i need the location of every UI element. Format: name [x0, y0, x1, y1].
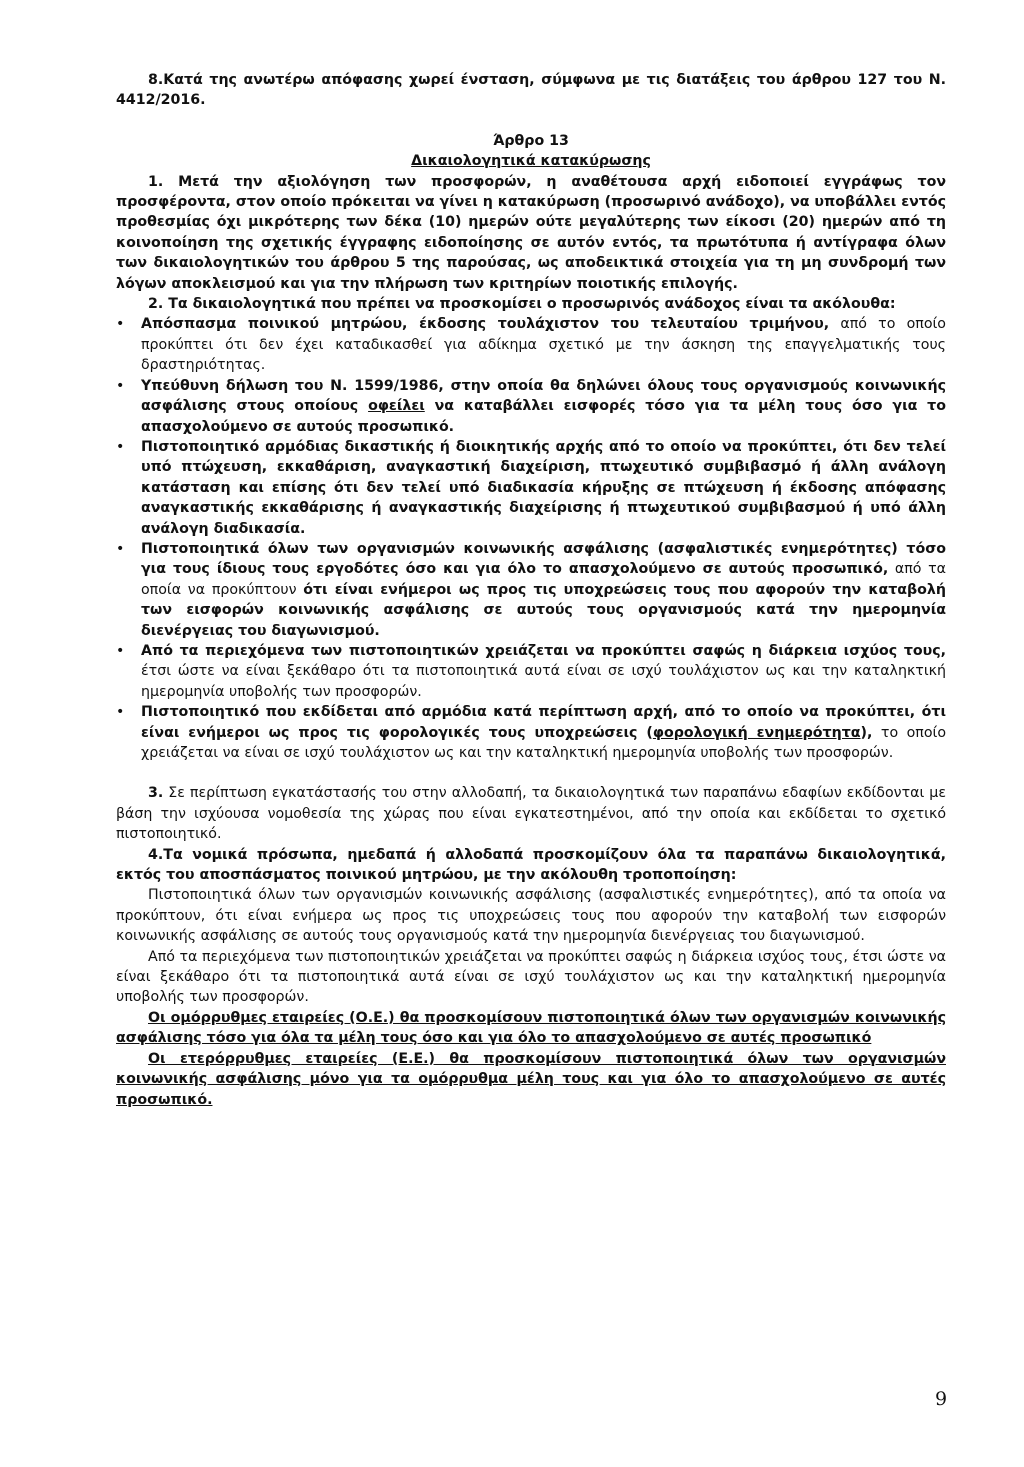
list-item: • Πιστοποιητικό που εκδίδεται από αρμόδια κατά περίπτωση αρχή, από το οποίο να προκύπτει, ότι είναι ενήμεροι ως προς τις φορολογικές τους υποχρεώσεις (φορολογική ενημερότητα), το οποίο χρειάζεται να είναι σε ισχύ τουλάχιστον ως και την καταληκτική ημερομηνία υποβολής των προσφορών.	[116, 704, 947, 761]
paragraph-4-text-1: Πιστοποιητικά όλων των οργανισμών κοινωνικής ασφάλισης (ασφαλιστικές ενημερότητες), από τα οποία να προκύπτουν, ότι είναι ενήμερα ως προς τις υποχρεώσεις τους που αφορούν την καταβολή των εισφορών κοινωνικής ασφάλισης σε αυτούς τους οργανισμούς κατά την ημερομηνία διενέργειας του διαγωνισμού.	[116, 887, 946, 945]
bullet-icon: •	[116, 704, 125, 721]
bullet-icon: •	[116, 438, 125, 455]
article-title: Άρθρο 13	[493, 132, 569, 149]
bullet-icon: •	[116, 540, 125, 557]
intro-item-8: 8.Κατά της ανωτέρω απόφασης χωρεί ένσταση, σύμφωνα με τις διατάξεις του άρθρου 127 του Ν. 4412/2016.	[116, 72, 946, 109]
paragraph-3: 3. Σε περίπτωση εγκατάστασής του στην αλλοδαπή, τα δικαιολογητικά των παραπάνω εδαφίων εκδίδονται με βάση την ισχύουσα νομοθεσία της χώρας που είναι εγκατεστημένοι, από την οποία και εκδίδεται το σχετικό πιστοποιητικό.	[116, 785, 946, 843]
requirements-list	[116, 314, 946, 763]
paragraph-4-heading: 4.Τα νομικά πρόσωπα, ημεδαπά ή αλλοδαπά προσκομίζουν όλα τα παραπάνω δικαιολογητικά, εκτός του αποσπάσματος ποινικού μητρώου, με την ακόλουθη τροποποίηση:	[116, 846, 946, 884]
page-content	[116, 70, 946, 1110]
paragraph-4-text-2: Από τα περιεχόμενα των πιστοποιητικών χρειάζεται να προκύπτει σαφώς η διάρκεια ισχύος τους, έτσι ώστε να είναι ξεκάθαρο ότι τα πιστοποιητικά αυτά είναι σε ισχύ τουλάχιστον ως και την καταληκτική ημερομηνία υποβολής των προσφορών.	[116, 948, 946, 1006]
paragraph-4-ee: Οι ετερόρρυθμες εταιρείες (Ε.Ε.) θα προσκομίσουν πιστοποιητικά όλων των οργανισμών κοινωνικής ασφάλισης μόνο για τα ομόρρυθμα μέλη τους και για όλο το απασχολούμενο σε αυτές προσωπικό.	[116, 1050, 946, 1108]
bullet-icon: •	[116, 642, 125, 659]
list-item: • Από τα περιεχόμενα των πιστοποιητικών χρειάζεται να προκύπτει σαφώς η διάρκεια ισχύος τους, έτσι ώστε να είναι ξεκάθαρο ότι τα πιστοποιητικά αυτά είναι σε ισχύ τουλάχιστον ως και την καταληκτική ημερομηνία υποβολής των προσφορών.	[116, 642, 946, 700]
bullet-icon: •	[116, 316, 125, 333]
list-item: • Υπεύθυνη δήλωση του Ν. 1599/1986, στην οποία θα δηλώνει όλους τους οργανισμούς κοινωνικής ασφάλισης στους οποίους οφείλει να καταβάλλει εισφορές τόσο για τα μέλη τους όσο για το απασχολούμενο σε αυτούς προσωπικό.	[116, 377, 946, 435]
paragraph-1: 1. Μετά την αξιολόγηση των προσφορών, η αναθέτουσα αρχή ειδοποιεί εγγράφως τον προσφέροντα, στον οποίο πρόκειται να γίνει η κατακύρωση (προσωρινό ανάδοχο), να υποβάλλει εντός προθεσμίας όχι μικρότερης των δέκα (10) ημερών ούτε μεγαλύτερης των είκοσι (20) ημερών από τη κοινοποίηση της σχετικής έγγραφης ειδοποίησης σε αυτόν εντός, τα πρωτότυπα ή αντίγραφα όλων των δικαιολογητικών του άρθρου 5 της παρούσας, ως αποδεικτικά στοιχεία για τη μη συνδρομή των λόγων αποκλεισμού και για την πλήρωση των κριτηρίων ποιοτικής επιλογής.	[116, 173, 946, 292]
list-item: • Απόσπασμα ποινικού μητρώου, έκδοσης τουλάχιστον του τελευταίου τριμήνου, από το οποίο προκύπτει ότι δεν έχει καταδικασθεί για αδίκημα σχετικό με την άσκηση της επαγγελματικής τους δραστηριότητας.	[116, 316, 946, 374]
list-item: • Πιστοποιητικά όλων των οργανισμών κοινωνικής ασφάλισης (ασφαλιστικές ενημερότητες) τόσο για τους ίδιους τους εργοδότες όσο και για όλο το απασχολούμενο σε αυτούς προσωπικό, από τα οποία να προκύπτουν ότι είναι ενήμεροι ως προς τις υποχρεώσεις τους που αφορούν την καταβολή των εισφορών κοινωνικής ασφάλισης σε αυτούς τους οργανισμούς κατά την ημερομηνία διενέργειας του διαγωνισμού.	[116, 540, 946, 639]
article-subtitle: Δικαιολογητικά κατακύρωσης	[411, 153, 651, 170]
bullet-icon: •	[116, 377, 125, 394]
page-number: 9	[935, 1388, 948, 1410]
paragraph-4-oe: Οι ομόρρυθμες εταιρείες (Ο.Ε.) θα προσκομίσουν πιστοποιητικά όλων των οργανισμών κοινωνικής ασφάλισης τόσο για όλα τα μέλη τους όσο και για όλο το απασχολούμενο σε αυτές προσωπικό	[116, 1009, 946, 1047]
paragraph-2: 2. Τα δικαιολογητικά που πρέπει να προσκομίσει ο προσωρινός ανάδοχος είναι τα ακόλουθα:	[148, 296, 896, 313]
list-item: • Πιστοποιητικό αρμόδιας δικαστικής ή διοικητικής αρχής από το οποίο να προκύπτει, ότι δεν τελεί υπό πτώχευση, εκκαθάριση, αναγκαστική διαχείριση, πτωχευτικό συμβιβασμό ή άλλη ανάλογη κατάσταση και επίσης ότι δεν τελεί υπό διαδικασία κήρυξης σε πτώχευση ή έκδοσης απόφασης αναγκαστικής εκκαθάρισης ή αναγκαστικής διαχείρισης ή πτωχευτικού συμβιβασμού ή υπό άλλη ανάλογη διαδικασία.	[116, 438, 946, 537]
